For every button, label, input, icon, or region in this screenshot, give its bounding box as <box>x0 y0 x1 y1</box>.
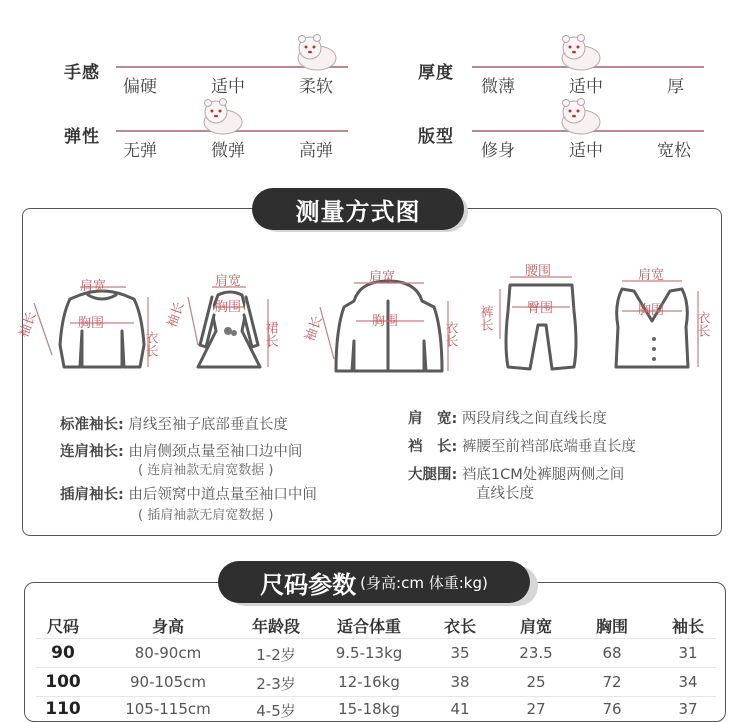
size-table-title <box>218 561 530 603</box>
row-divider <box>36 638 716 639</box>
vest-shoulder-label: 肩宽 <box>638 268 665 283</box>
dress-illustration <box>164 274 278 367</box>
note-term: 连肩袖长: <box>60 444 124 460</box>
size-table-title-text: 尺码参数 <box>260 570 357 599</box>
fit-label: 版型 <box>418 127 454 147</box>
cell-shoulder: 27 <box>526 700 546 718</box>
cell-height: 80-90cm <box>134 644 202 662</box>
note-desc: 由后领窝中道点量至袖口中间 <box>128 487 317 503</box>
note-desc: 两段肩线之间直线长度 <box>461 411 607 427</box>
elasticity-label: 弹性 <box>64 127 100 147</box>
fit-option-3: 宽松 <box>657 141 691 161</box>
cell-weight: 12-16kg <box>338 673 400 691</box>
sweater-chest-label: 胸围 <box>78 316 105 331</box>
bear-marker-icon <box>198 96 244 136</box>
feel-option-1: 偏硬 <box>123 77 157 97</box>
size-table-subtitle: (身高:cm 体重:kg) <box>360 573 488 592</box>
cell-length: 35 <box>450 644 470 662</box>
note-sub: ( 插肩袖款无肩宽数据 ) <box>138 508 274 523</box>
note-standard-sleeve <box>60 413 288 434</box>
fit-option-1: 修身 <box>481 141 515 161</box>
feel-option-3: 柔软 <box>299 77 333 97</box>
header-height: 身高 <box>151 617 184 636</box>
vest-illustration <box>616 268 710 367</box>
thickness-option-3: 厚 <box>667 77 684 97</box>
cell-chest: 68 <box>602 644 622 662</box>
header-length: 衣长 <box>443 617 476 636</box>
cell-weight: 15-18kg <box>338 700 400 718</box>
note-desc: 由肩侧颈点量至袖口边中间 <box>128 444 303 460</box>
cell-age: 4-5岁 <box>256 702 296 720</box>
cell-sleeve: 34 <box>678 673 698 691</box>
feel-option-2: 适中 <box>211 77 245 97</box>
cell-age: 2-3岁 <box>256 675 296 693</box>
jacket-chest-label: 胸围 <box>372 314 399 329</box>
pants-hip-label: 臀围 <box>527 301 554 316</box>
thickness-option-1: 微薄 <box>481 77 515 97</box>
cell-height: 90-105cm <box>130 673 206 691</box>
jacket-shoulder-label: 肩宽 <box>369 270 396 285</box>
cell-weight: 9.5-13kg <box>335 644 403 662</box>
row-divider <box>36 696 716 697</box>
jacket-sleeve-label: 袖长 <box>302 314 326 344</box>
measure-title-text: 测量方式图 <box>295 197 421 226</box>
note-term: 肩 宽: <box>408 411 458 427</box>
cell-size: 100 <box>45 672 81 692</box>
row-divider <box>36 667 716 668</box>
note-desc: 裆底1CM处裤腿两侧之间 <box>461 467 625 483</box>
cell-sleeve: 37 <box>678 700 698 718</box>
note-term: 标准袖长: <box>60 417 124 433</box>
bear-marker-icon <box>556 96 602 136</box>
thickness-option-2: 适中 <box>569 77 603 97</box>
thickness-label: 厚度 <box>418 63 454 83</box>
cell-length: 38 <box>450 673 470 691</box>
sweater-length-label: 衣长 <box>142 331 158 357</box>
header-shoulder: 肩宽 <box>519 617 552 636</box>
note-rise <box>408 435 636 456</box>
header-size: 尺码 <box>46 617 79 636</box>
pants-waist-label: 腰围 <box>525 264 552 279</box>
bear-marker-icon <box>556 32 602 72</box>
vest-length-label: 衣长 <box>694 311 710 337</box>
bear-marker-icon <box>292 32 338 72</box>
note-term: 大腿围: <box>408 467 458 483</box>
jacket-illustration <box>302 270 458 371</box>
cell-sleeve: 31 <box>678 644 698 662</box>
header-chest: 胸围 <box>595 617 628 636</box>
note-term: 插肩袖长: <box>60 487 124 503</box>
jacket-length-label: 衣长 <box>442 321 458 347</box>
dress-sleeve-label: 袖长 <box>164 300 188 330</box>
elasticity-option-3: 高弹 <box>299 141 333 161</box>
cell-size: 90 <box>51 643 75 663</box>
note-raglan-shoulder-sleeve <box>60 440 302 461</box>
sweater-shoulder-label: 肩宽 <box>80 279 107 294</box>
sweater-illustration <box>16 279 158 367</box>
note-desc: 裤腰至前裆部底端垂直长度 <box>461 439 636 455</box>
cell-shoulder: 25 <box>526 673 546 691</box>
vest-chest-label: 胸围 <box>638 303 665 318</box>
note-sub: 直线长度 <box>476 486 534 502</box>
cell-length: 41 <box>450 700 470 718</box>
sweater-sleeve-label: 袖长 <box>16 310 40 340</box>
garment-illustrations <box>16 255 722 385</box>
note-desc: 肩线至袖子底部垂直长度 <box>128 417 288 433</box>
elasticity-option-1: 无弹 <box>123 141 157 161</box>
note-shoulder-width <box>408 407 607 428</box>
dress-chest-label: 胸围 <box>215 300 242 315</box>
note-term: 裆 长: <box>408 439 458 455</box>
pants-length-label: 裤长 <box>477 305 493 331</box>
measure-title <box>252 188 464 230</box>
cell-chest: 72 <box>602 673 622 691</box>
header-weight: 适合体重 <box>336 617 401 636</box>
cell-chest: 76 <box>602 700 622 718</box>
cell-size: 110 <box>45 699 81 719</box>
pants-illustration <box>478 264 577 369</box>
note-thigh <box>408 463 624 484</box>
header-age: 年龄段 <box>251 617 300 636</box>
cell-age: 1-2岁 <box>256 646 296 664</box>
note-raglan-sleeve <box>60 483 317 504</box>
fit-option-2: 适中 <box>569 141 603 161</box>
dress-length-label: 裙长 <box>262 321 278 347</box>
cell-shoulder: 23.5 <box>519 644 553 662</box>
elasticity-option-2: 微弹 <box>211 141 245 161</box>
header-sleeve: 袖长 <box>671 617 704 636</box>
feel-label: 手感 <box>64 63 100 83</box>
cell-height: 105-115cm <box>125 700 211 718</box>
note-sub: ( 连肩袖款无肩宽数据 ) <box>138 463 274 478</box>
dress-shoulder-label: 肩宽 <box>215 274 242 289</box>
